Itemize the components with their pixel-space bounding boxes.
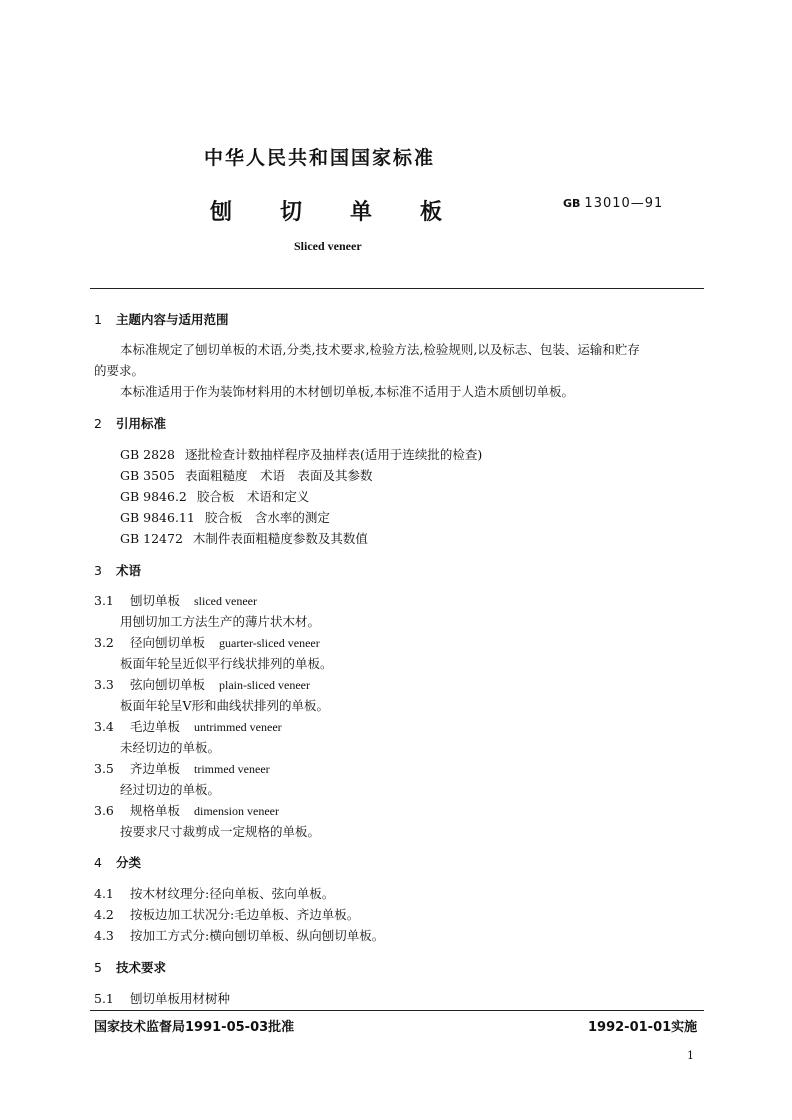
term-name: 齐边单板 <box>130 761 181 776</box>
reference-item <box>120 445 482 463</box>
reference-item <box>120 487 309 505</box>
term-number: 3.3 <box>94 677 114 692</box>
reference-code: GB 12472 <box>120 531 183 546</box>
standard-code <box>563 196 663 211</box>
item-number: 4.3 <box>94 928 114 943</box>
term-definition: 未经切边的单板。 <box>120 740 221 755</box>
term-name: 径向刨切单板 <box>130 635 206 650</box>
requirement-item <box>94 989 230 1007</box>
reference-item <box>120 508 330 526</box>
reference-text: 逐批检查计数抽样程序及抽样表(适用于连续批的检查) <box>184 447 483 462</box>
section-number: 5 <box>94 960 102 975</box>
term-entry <box>94 633 320 651</box>
section-number: 1 <box>94 312 102 327</box>
reference-text: 表面粗糙度 术语 表面及其参数 <box>184 468 373 483</box>
page-number: 1 <box>687 1049 694 1062</box>
item-text: 按木材纹理分:径向单板、弦向单板。 <box>130 886 335 901</box>
footer-rule <box>90 1010 704 1011</box>
term-entry <box>94 759 270 777</box>
section-4-heading <box>94 853 141 871</box>
section-1-para2: 本标准适用于作为装饰材料用的木材刨切单板,本标准不适用于人造木质刨切单板。 <box>120 384 574 399</box>
classification-item <box>94 926 384 944</box>
term-definition: 板面年轮呈近似平行线状排列的单板。 <box>120 656 333 671</box>
term-entry <box>94 801 279 819</box>
section-title: 术语 <box>116 563 142 578</box>
term-definition: 用刨切加工方法生产的薄片状木材。 <box>120 614 321 629</box>
term-entry <box>94 717 282 735</box>
term-english: trimmed veneer <box>194 762 270 776</box>
reference-code: GB 9846.2 <box>120 489 187 504</box>
section-number: 4 <box>94 855 102 870</box>
reference-text: 胶合板 含水率的测定 <box>204 510 330 525</box>
item-text: 按加工方式分:横向刨切单板、纵向刨切单板。 <box>130 928 385 943</box>
reference-code: GB 3505 <box>120 468 175 483</box>
reference-code: GB 2828 <box>120 447 175 462</box>
term-english: guarter-sliced veneer <box>219 636 320 650</box>
term-english: dimension veneer <box>194 804 279 818</box>
reference-code: GB 9846.11 <box>120 510 195 525</box>
header-rule <box>90 288 704 289</box>
reference-item <box>120 466 372 484</box>
section-2-heading <box>94 414 166 432</box>
classification-item <box>94 884 334 902</box>
section-title: 主题内容与适用范围 <box>116 312 229 327</box>
reference-text: 胶合板 术语和定义 <box>196 489 310 504</box>
term-number: 3.6 <box>94 803 114 818</box>
item-text: 刨切单板用材树种 <box>130 991 231 1006</box>
section-title: 引用标准 <box>116 416 167 431</box>
document-title: 刨切单板 <box>210 200 491 225</box>
section-number: 2 <box>94 416 102 431</box>
section-title: 分类 <box>116 855 142 870</box>
term-definition: 板面年轮呈V形和曲线状排列的单板。 <box>120 698 330 713</box>
term-english: untrimmed veneer <box>194 720 282 734</box>
item-number: 4.1 <box>94 886 114 901</box>
national-standard-heading: 中华人民共和国国家标准 <box>204 147 436 169</box>
term-name: 规格单板 <box>130 803 181 818</box>
term-definition: 经过切边的单板。 <box>120 782 221 797</box>
section-5-heading <box>94 958 166 976</box>
section-1-heading <box>94 310 229 328</box>
term-english: sliced veneer <box>194 594 257 608</box>
item-number: 5.1 <box>94 991 114 1006</box>
term-number: 3.1 <box>94 593 114 608</box>
section-title: 技术要求 <box>116 960 167 975</box>
term-definition: 按要求尺寸裁剪成一定规格的单板。 <box>120 824 321 839</box>
standard-code-prefix: GB <box>563 197 581 210</box>
item-number: 4.2 <box>94 907 114 922</box>
term-name: 弦向刨切单板 <box>130 677 206 692</box>
term-english: plain-sliced veneer <box>219 678 310 692</box>
english-title: Sliced veneer <box>294 239 362 253</box>
item-text: 按板边加工状况分:毛边单板、齐边单板。 <box>130 907 360 922</box>
reference-text: 木制件表面粗糙度参数及其数值 <box>192 531 368 546</box>
term-entry <box>94 591 257 609</box>
section-1-para1-line2: 的要求。 <box>94 363 145 378</box>
term-number: 3.4 <box>94 719 114 734</box>
standard-code-number: 13010—91 <box>584 196 664 211</box>
section-number: 3 <box>94 563 102 578</box>
classification-item <box>94 905 359 923</box>
term-entry <box>94 675 310 693</box>
section-1-para1-line1: 本标准规定了刨切单板的术语,分类,技术要求,检验方法,检验规则,以及标志、包装、运输和贮存 <box>120 342 640 357</box>
term-number: 3.5 <box>94 761 114 776</box>
section-3-heading <box>94 561 141 579</box>
term-name: 刨切单板 <box>130 593 181 608</box>
term-name: 毛边单板 <box>130 719 181 734</box>
effective-date: 1992-01-01实施 <box>588 1020 698 1035</box>
approval-line: 国家技术监督局1991-05-03批准 <box>94 1020 295 1035</box>
term-number: 3.2 <box>94 635 114 650</box>
reference-item <box>120 529 368 547</box>
